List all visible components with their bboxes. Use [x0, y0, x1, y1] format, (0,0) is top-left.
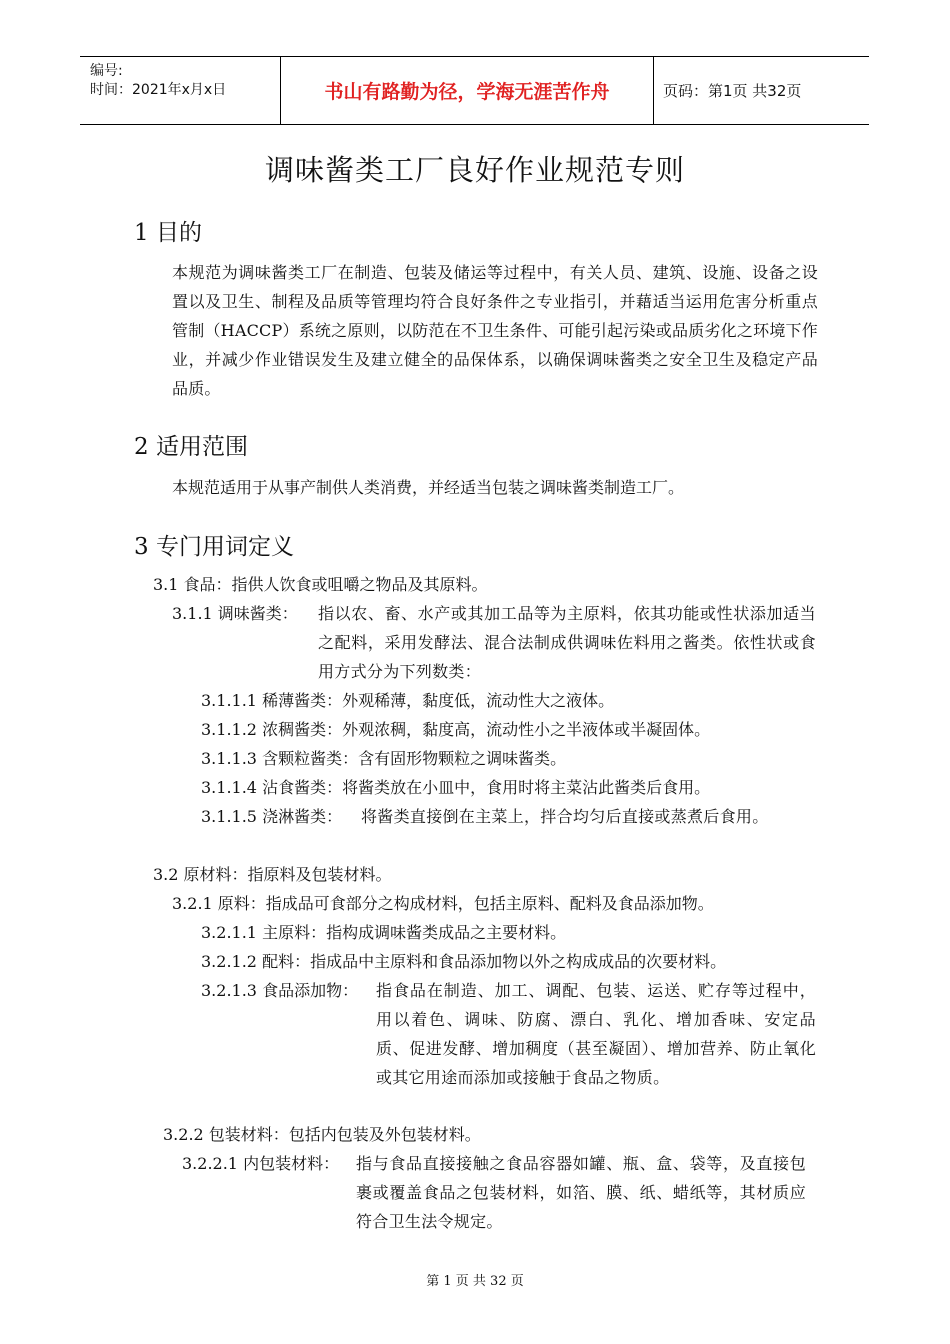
definition-3-1-1-text: 指以农、畜、水产或其加工品等为主原料，依其功能或性状添加适当之配料，采用发酵法、混合法制成供调味佐料用之酱类。依性状或食用方式分为下列数类：: [318, 604, 816, 681]
page-footer: 第 1 页 共 32 页: [426, 1274, 524, 1289]
definition-3-2-1-1: 3.2.1.1 主原料：指构成调味酱类成品之主要材料。: [201, 923, 567, 942]
definition-3-1-1-5-label: 3.1.1.5 浇淋酱类：: [201, 807, 343, 826]
header-divider: [653, 56, 654, 125]
section-body-purpose: 本规范为调味酱类工厂在制造、包装及储运等过程中，有关人员、建筑、设施、设备之设置以及卫生、制程及品质等管理均符合良好条件之专业指引，并藉适当运用危害分析重点管制（HACCP）系统之原则，以防范在不卫生条件、可能引起污染或品质劣化之环境下作业，并减少作业错误发生及建立健全的品保体系，以确保调味酱类之安全卫生及稳定产品品质。: [172, 263, 818, 398]
definition-3-2-2-1-label: 3.2.2.1 内包装材料：: [182, 1154, 340, 1173]
definition-3-2-1: 3.2.1 原料：指成品可食部分之构成材料，包括主原料、配料及食品添加物。: [172, 894, 714, 913]
header-motto: 书山有路勤为径，学海无涯苦作舟: [324, 80, 610, 103]
header-meta: [90, 62, 226, 100]
definition-3-1: 3.1 食品：指供人饮食或咀嚼之物品及其原料。: [153, 575, 488, 594]
document-time: 时间：2021年x月x日: [90, 82, 227, 98]
section-heading-scope: 2 适用范围: [134, 434, 248, 460]
section-heading-definitions: 3 专门用词定义: [134, 534, 294, 560]
definition-3-1-1-label: 3.1.1 调味酱类：: [172, 604, 298, 623]
document-number-label: 编号:: [90, 63, 123, 79]
header-page-info: 页码：第1页 共32页: [663, 81, 802, 100]
definition-3-2: 3.2 原材料：指原料及包装材料。: [153, 865, 392, 884]
definition-3-1-1-2: 3.1.1.2 浓稠酱类：外观浓稠，黏度高，流动性小之半液体或半凝固体。: [201, 720, 711, 739]
definition-3-1-1-1: 3.1.1.1 稀薄酱类：外观稀薄，黏度低，流动性大之液体。: [201, 691, 615, 710]
definition-3-2-2-1-text: 指与食品直接接触之食品容器如罐、瓶、盒、袋等，及直接包裹或覆盖食品之包装材料，如箔、膜、纸、蜡纸等，其材质应符合卫生法令规定。: [356, 1154, 806, 1231]
document-title: 调味酱类工厂良好作业规范专则: [264, 153, 685, 187]
definition-3-2-2: 3.2.2 包装材料：包括内包装及外包装材料。: [163, 1125, 481, 1144]
definition-3-1-1-5-text: 将酱类直接倒在主菜上，拌合均匀后直接或蒸煮后食用。: [361, 807, 769, 826]
definition-3-2-1-3-text: 指食品在制造、加工、调配、包装、运送、贮存等过程中，用以着色、调味、防腐、漂白、乳化、增加香味、安定品质、促进发酵、增加稠度（甚至凝固）、增加营养、防止氧化或其它用途而添加或接触于食品之物质。: [376, 981, 816, 1087]
definition-3-2-1-2: 3.2.1.2 配料：指成品中主原料和食品添加物以外之构成成品的次要材料。: [201, 952, 727, 971]
definition-3-1-1-4: 3.1.1.4 沾食酱类：将酱类放在小皿中，食用时将主菜沾此酱类后食用。: [201, 778, 711, 797]
definition-3-1-1-3: 3.1.1.3 含颗粒酱类：含有固形物颗粒之调味酱类。: [201, 749, 567, 768]
section-body-scope: 本规范适用于从事产制供人类消费，并经适当包装之调味酱类制造工厂。: [172, 478, 685, 497]
definition-3-2-1-3-label: 3.2.1.3 食品添加物：: [201, 981, 359, 1000]
section-heading-purpose: 1 目的: [134, 220, 202, 246]
header-bottom-rule: [80, 124, 869, 125]
